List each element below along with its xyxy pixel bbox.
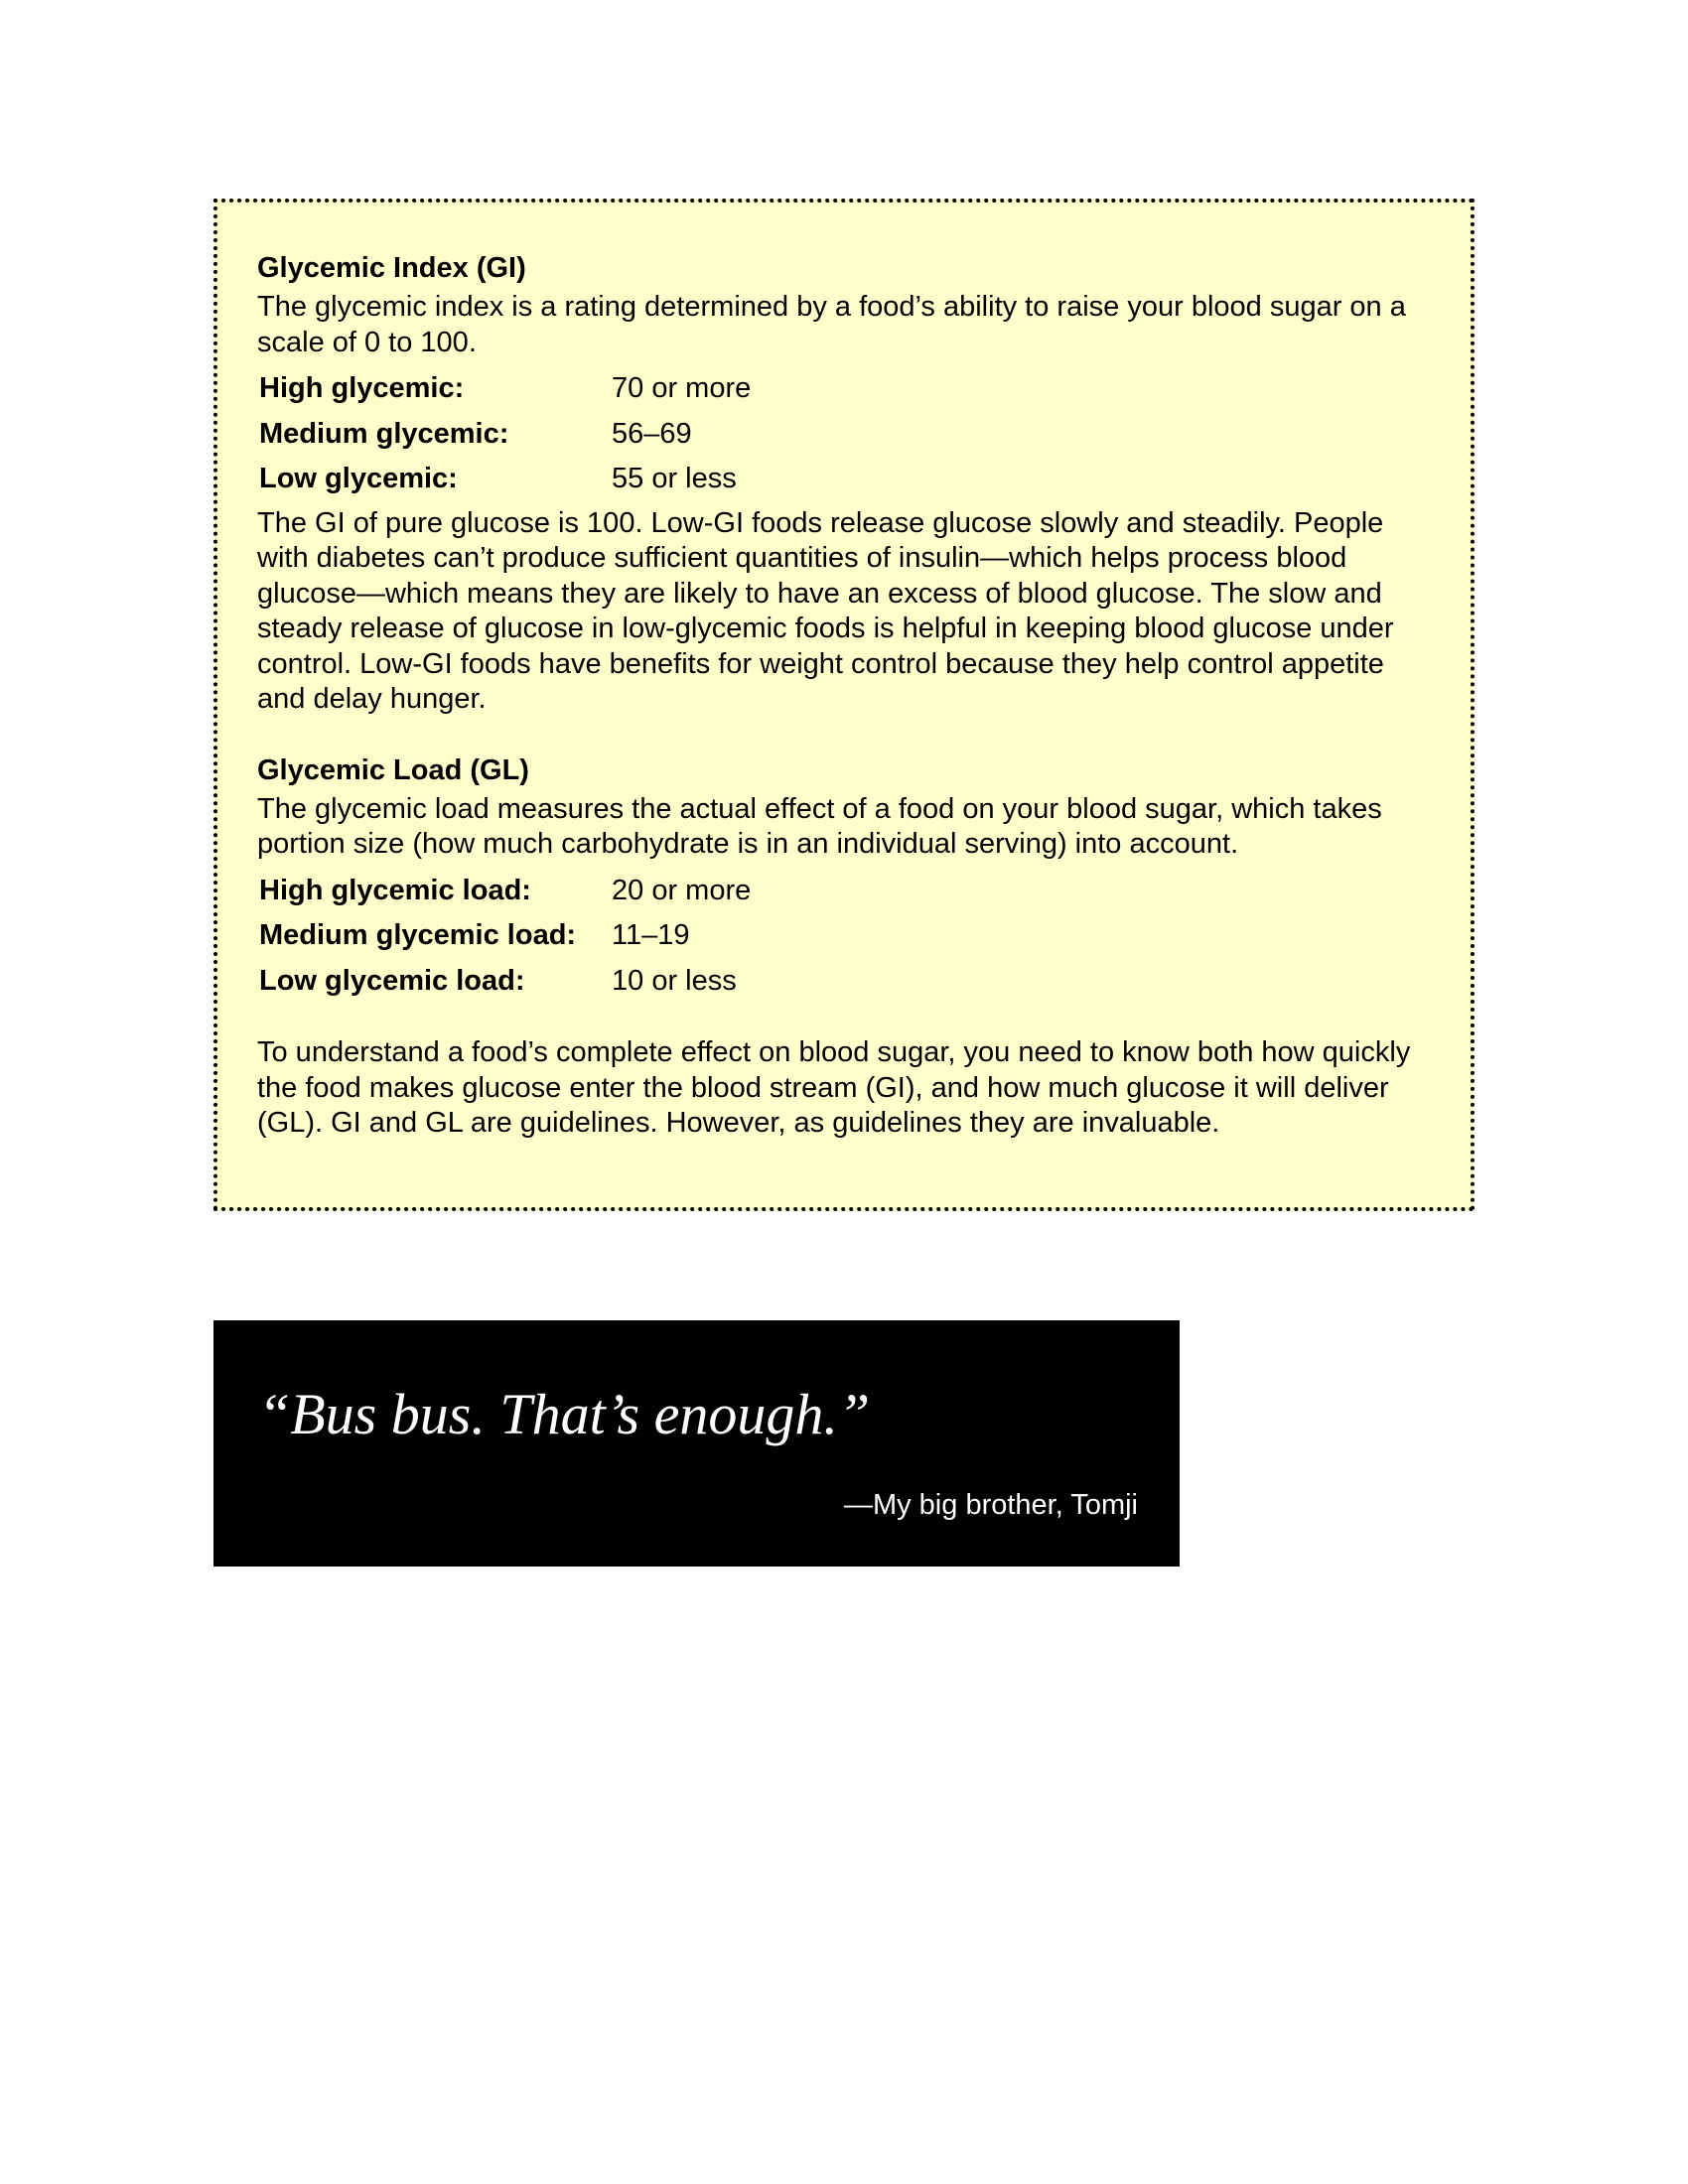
gl-low-value: 10 or less [612, 964, 737, 997]
gi-medium-label: Medium glycemic: [259, 417, 509, 450]
gl-medium-value: 11–19 [612, 919, 690, 951]
gl-section-title: Glycemic Load (GL) [257, 753, 529, 786]
gi-section-title: Glycemic Index (GI) [257, 252, 526, 284]
gi-low-value: 55 or less [612, 463, 737, 494]
gl-medium-label: Medium glycemic load: [259, 919, 577, 951]
gl-high-label: High glycemic load: [259, 874, 531, 906]
gi-medium-value: 56–69 [612, 417, 692, 450]
table-row [257, 366, 912, 412]
table-row [257, 457, 912, 502]
table-row [257, 412, 912, 458]
gl-high-value: 20 or more [612, 874, 752, 906]
table-row [257, 869, 912, 914]
gi-high-value: 70 or more [612, 372, 752, 404]
quote-box [213, 1320, 1180, 1567]
gl-intro-paragraph: The glycemic load measures the actual effect of a food on your blood sugar, which takes portion size (how much carbohydrate is in an individual serving) into account. [257, 792, 1382, 860]
quote-attribution: —My big brother, Tomji [843, 1489, 1138, 1521]
gi-intro-paragraph: The glycemic index is a rating determined by a food’s ability to raise your blood sugar on a scale of 0 to 100. [257, 291, 1406, 358]
section-spacer [257, 1008, 1431, 1035]
gi-ratings-table [257, 366, 912, 502]
table-row [257, 913, 912, 959]
quote-text: “Bus bus. That’s enough.” [258, 1382, 871, 1446]
glycemic-info-box [213, 199, 1475, 1211]
gi-low-label: Low glycemic: [259, 463, 458, 494]
conclusion-paragraph: To understand a food’s complete effect on blood sugar, you need to know both how quickly the food makes glucose enter the blood stream (GI), and how much glucose it will deliver (GL). GI and GL are guidelines. However, as guidelines they are invaluable. [257, 1036, 1411, 1139]
gi-body-paragraph: The GI of pure glucose is 100. Low-GI foods release glucose slowly and steadily. People with diabetes can’t produce sufficient quantities of insulin—which helps process blood glucose—which means they are likely to have an excess of blood glucose. The slow and steady release of glucose in low-glycemic foods is helpful in keeping blood glucose under control. Low-GI foods have benefits for weight control because they help control appetite and delay hunger. [257, 506, 1394, 715]
table-row [257, 959, 912, 1005]
gl-ratings-table [257, 869, 912, 1005]
gl-low-label: Low glycemic load: [259, 964, 525, 997]
gi-high-label: High glycemic: [259, 372, 465, 404]
section-spacer [257, 718, 1431, 752]
